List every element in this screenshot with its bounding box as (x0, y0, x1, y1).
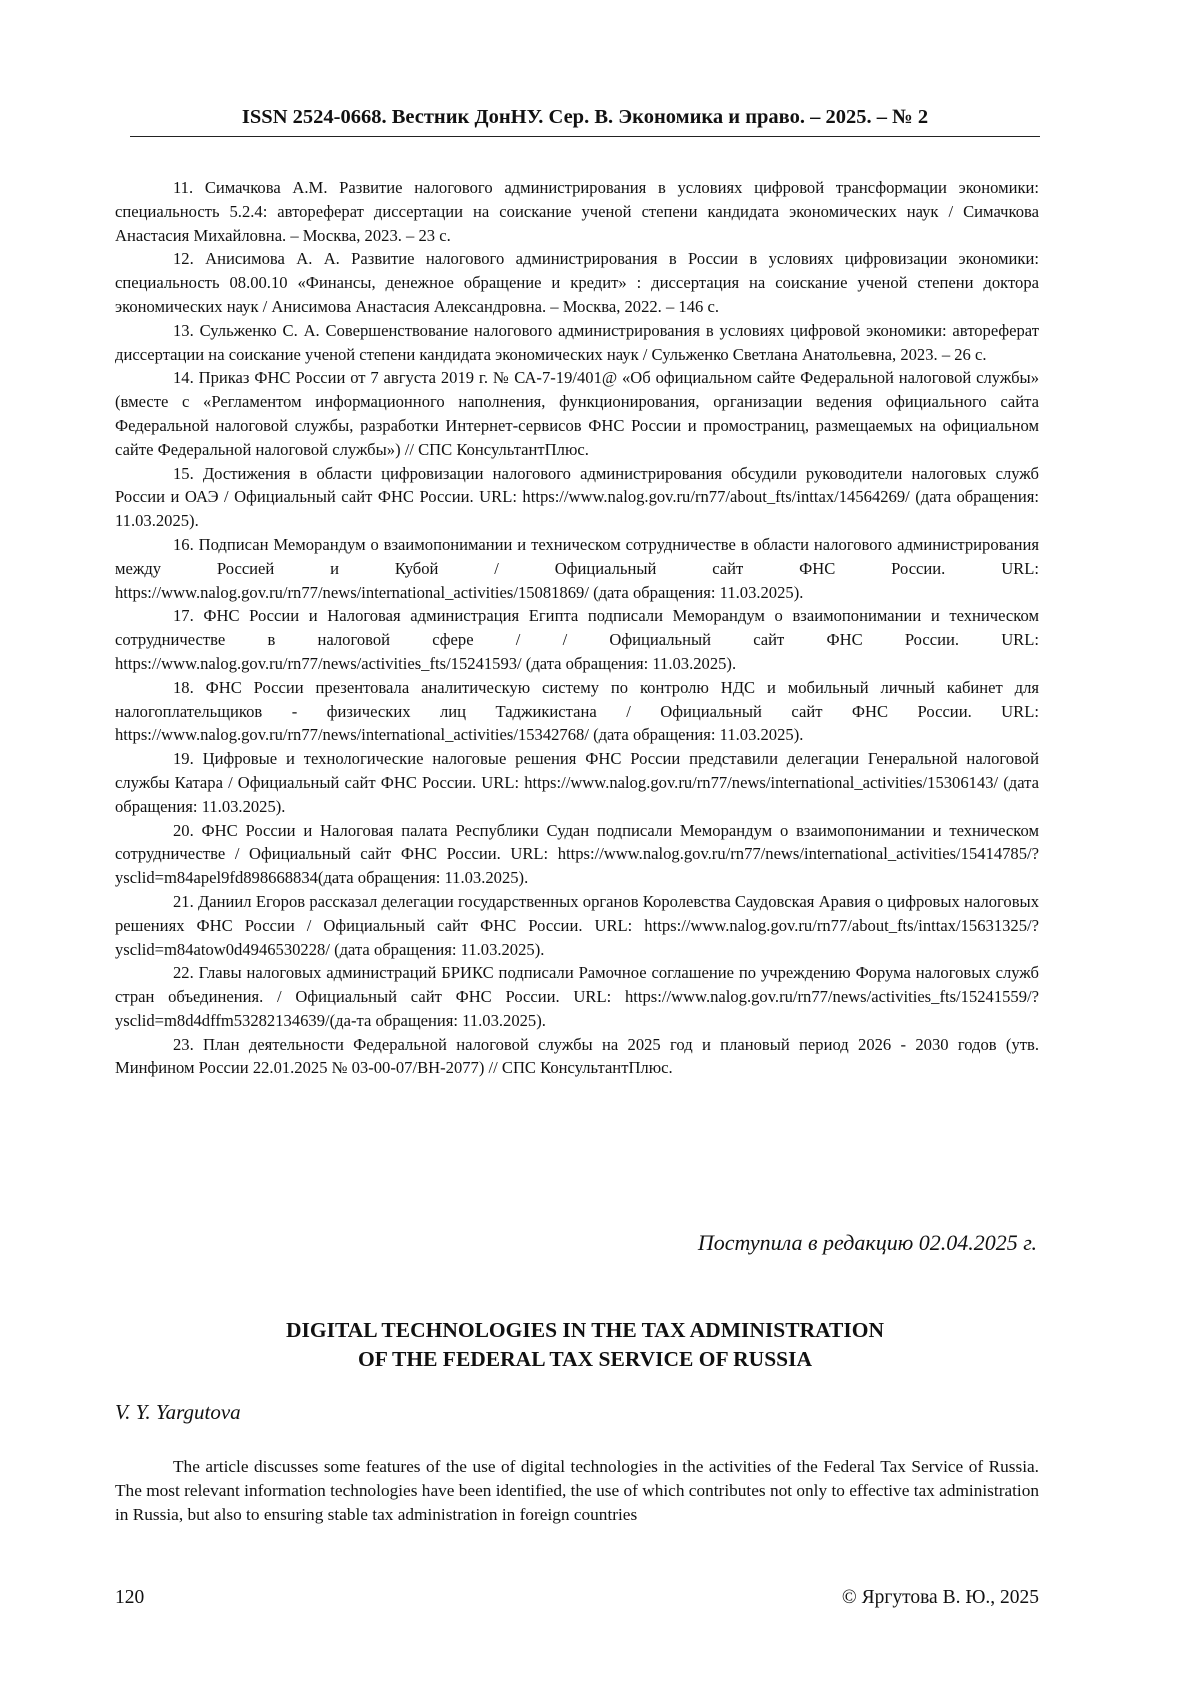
article-abstract: The article discusses some features of the use of digital technologies in the activities of the Federal Tax Service of Russia. The most relevant information technologies have been identified, the use of which contributes not only to effective tax administration in Russia, but also to ensuring stable tax administration in foreign countries (115, 1457, 1039, 1524)
article-title-line-1: DIGITAL TECHNOLOGIES IN THE TAX ADMINISTRATION (286, 1318, 884, 1342)
reference-item: 18. ФНС России презентовала аналитическую систему по контролю НДС и мобильный личный кабинет для налогоплательщиков - физических лиц Таджикистана / Официальный сайт ФНС России. URL: https://www.nalog.gov.ru/rn77/news/international_activities/15342768/ (дата обращения: 11.03.2025). (115, 677, 1039, 745)
reference-item: 17. ФНС России и Налоговая администрация Египта подписали Меморандум о взаимопонимании и техническом сотрудничестве в налоговой сфере / / Официальный сайт ФНС России. URL: https://www.nalog.gov.ru/rn77/news/activities_fts/15241593/ (дата обращения: 11.03.2025). (115, 606, 1039, 673)
reference-item: 23. План деятельности Федеральной налоговой службы на 2025 год и плановый период 2026 - 2030 годов (утв. Минфином России 22.01.2025 № 03-00-07/ВН-2077) // СПС КонсультантПлюс. (115, 1034, 1039, 1078)
reference-item: 21. Даниил Егоров рассказал делегации государственных органов Королевства Саудовская Аравия о цифровых налоговых решениях ФНС России / Официальный сайт ФНС России. URL: https://www.nalog.gov.ru/rn77/about_fts/inttax/15631325/?ysclid=m84atow0d4946530228/ (дата обращения: 11.03.2025). (115, 891, 1039, 959)
article-author: V. Y. Yargutova (115, 1400, 241, 1424)
article-title (130, 1316, 1040, 1374)
reference-item: 15. Достижения в области цифровизации налогового администрирования обсудили руководители налоговых служб России и ОАЭ / Официальный сайт ФНС России. URL: https://www.nalog.gov.ru/rn77/about_fts/inttax/14564269/ (дата обращения: 11.03.2025). (115, 463, 1039, 531)
page-number: 120 (115, 1587, 145, 1608)
reference-item: 19. Цифровые и технологические налоговые решения ФНС России представили делегации Генеральной налоговой службы Катара / Официальный сайт ФНС России. URL: https://www.nalog.gov.ru/rn77/news/international_activities/15306143/ (дата обращения: 11.03.2025). (115, 749, 1039, 816)
reference-item: 14. Приказ ФНС России от 7 августа 2019 г. № СА-7-19/401@ «Об официальном сайте Федеральной налоговой службы» (вместе с «Регламентом информационного наполнения, функционирования, организации ведения официального сайта Федеральной налоговой службы, разработки Интернет-сервисов ФНС России и промостраниц, размещаемых на официальном сайте Федеральной налоговой службы») // СПС КонсультантПлюс. (115, 368, 1039, 459)
reference-item: 13. Сульженко С. А. Совершенствование налогового администрирования в условиях цифровой экономики: автореферат диссертации на соискание ученой степени кандидата экономических наук / Сульженко Светлана Анатольевна, 2023. – 26 с. (115, 320, 1039, 364)
reference-item: 20. ФНС России и Налоговая палата Республики Судан подписали Меморандум о взаимопонимании и техническом сотрудничестве / Официальный сайт ФНС России. URL: https://www.nalog.gov.ru/rn77/news/international_activities/15414785/?ysclid=m84apel9fd898668834(дата обращения: 11.03.2025). (115, 820, 1039, 888)
reference-item: 12. Анисимова А. А. Развитие налогового администрирования в России в условиях цифровизации экономики: специальность 08.00.10 «Финансы, денежное обращение и кредит» : диссертация на соискание ученой степени доктора экономических наук / Анисимова Анастасия Александровна. – Москва, 2022. – 146 с. (115, 249, 1039, 316)
reference-item: 16. Подписан Меморандум о взаимопонимании и техническом сотрудничестве в области налогового администрирования между Россией и Кубой / Официальный сайт ФНС России. URL: https://www.nalog.gov.ru/rn77/news/international_activities/15081869/ (дата обращения: 11.03.2025). (115, 534, 1039, 602)
copyright-notice: © Яргутова В. Ю., 2025 (841, 1587, 1039, 1608)
running-header: ISSN 2524-0668. Вестник ДонНУ. Сер. В. Экономика и право. – 2025. – № 2 (130, 104, 1040, 137)
page-footer (115, 1585, 1039, 1611)
reference-item: 22. Главы налоговых администраций БРИКС подписали Рамочное соглашение по учреждению Форума налоговых служб стран объединения. / Официальный сайт ФНС России. URL: https://www.nalog.gov.ru/rn77/news/activities_fts/15241559/?ysclid=m8d4dffm53282134639/(да-та обращения: 11.03.2025). (115, 963, 1039, 1030)
reference-list (115, 176, 1039, 1080)
article-title-line-2: OF THE FEDERAL TAX SERVICE OF RUSSIA (357, 1347, 813, 1371)
received-date: Поступила в редакцию 02.04.2025 г. (697, 1230, 1037, 1255)
reference-item: 11. Симачкова А.М. Развитие налогового администрирования в условиях цифровой трансформации экономики: специальность 5.2.4: автореферат диссертации на соискание ученой степени кандидата экономических наук / Симачкова Анастасия Михайловна. – Москва, 2023. – 23 с. (115, 178, 1039, 245)
